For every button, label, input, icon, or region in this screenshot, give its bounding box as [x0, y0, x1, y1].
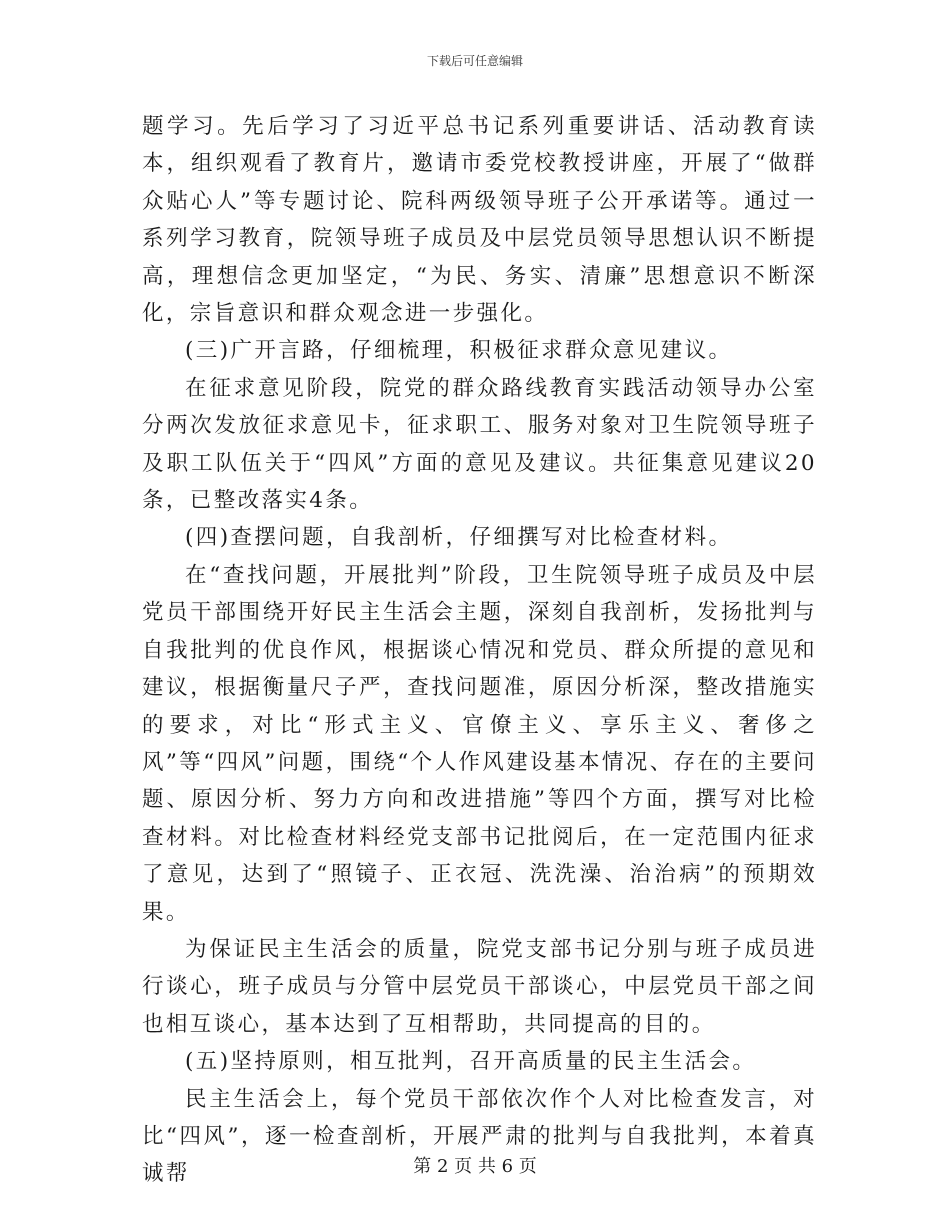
- paragraph-continuation: 题学习。先后学习了习近平总书记系列重要讲话、活动教育读本，组织观看了教育片，邀请市委党校教授讲座，开展了“做群众贴心人”等专题讨论、院科两级领导班子公开承诺等。通过一系列学习教育，院领导班子成员及中层党员领导思想认识不断提高，理想信念更加坚定，“为民、务实、清廉”思想意识不断深化，宗旨意识和群众观念进一步强化。: [142, 114, 817, 327]
- paragraph-opinion-collection: 在征求意见阶段，院党的群众路线教育实践活动领导办公室分两次发放征求意见卡，征求职工、服务对象对卫生院领导班子及职工队伍关于“四风”方面的意见及建议。共征集意见建议20条，已整改落实4条。: [142, 375, 817, 514]
- section-heading-4: (四)查摆问题，自我剖析，仔细撰写对比检查材料。: [185, 525, 733, 551]
- paragraph-democratic-meeting: 民主生活会上，每个党员干部依次作个人对比检查发言，对比“四风”，逐一检查剖析，开展严肃的批判与自我批判，本着真诚帮: [142, 1086, 817, 1187]
- paragraph-heart-talks: 为保证民主生活会的质量，院党支部书记分别与班子成员进行谈心，班子成员与分管中层党员干部谈心，中层党员干部之间也相互谈心，基本达到了互相帮助，共同提高的目的。: [142, 936, 817, 1037]
- paragraph-problem-finding: 在“查找问题，开展批判”阶段，卫生院领导班子成员及中层党员干部围绕开好民主生活会主题，深刻自我剖析，发扬批判与自我批判的优良作风，根据谈心情况和党员、群众所提的意见和建议，根据衡量尺子严，查找问题准，原因分析深，整改措施实的要求，对比“形式主义、官僚主义、享乐主义、奢侈之风”等“四风”问题，围绕“个人作风建设基本情况、存在的主要问题、原因分析、努力方向和改进措施”等四个方面，撰写对比检查材料。对比检查材料经党支部书记批阅后，在一定范围内征求了意见，达到了“照镜子、正衣冠、洗洗澡、治治病”的预期效果。: [142, 562, 817, 925]
- document-body: [142, 108, 817, 1193]
- section-heading-3: (三)广开言路，仔细梳理，积极征求群众意见建议。: [185, 338, 733, 364]
- section-heading-5: (五)坚持原则，相互批判，召开高质量的民主生活会。: [185, 1049, 757, 1075]
- page-header: 下载后可任意编辑: [426, 54, 523, 68]
- page-number: 第 2 页 共 6 页: [413, 1156, 537, 1177]
